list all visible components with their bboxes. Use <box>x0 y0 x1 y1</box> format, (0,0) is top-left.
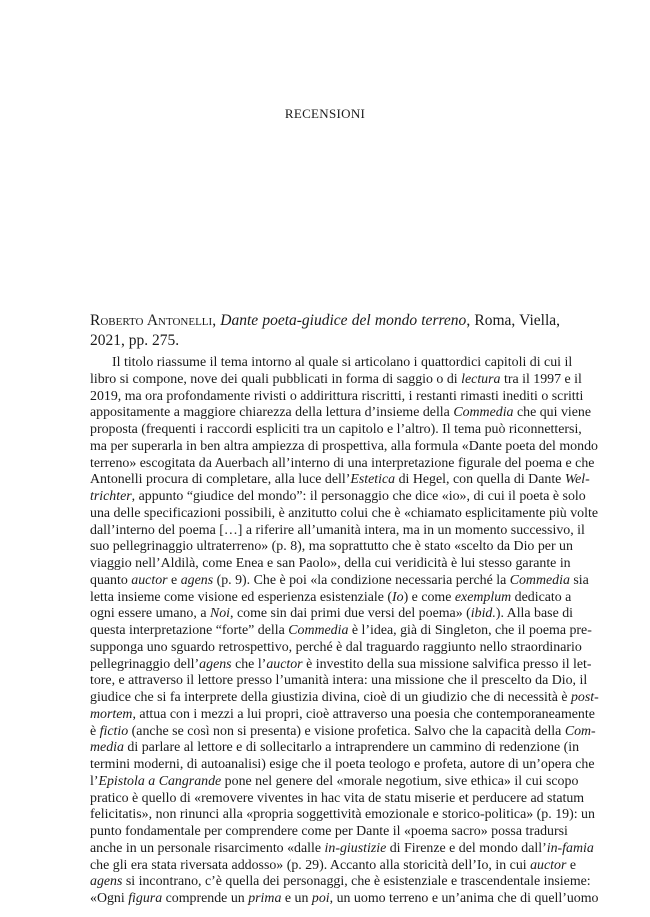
body-line <box>90 472 590 489</box>
body-line <box>90 623 592 640</box>
body-line <box>90 455 595 473</box>
body-line <box>90 690 599 707</box>
text-run: pellegrinaggio dell’ <box>90 656 200 672</box>
body-line <box>90 388 584 406</box>
text-run: di Hegel, con quella di Dante <box>395 472 565 488</box>
text-run: suo pellegrinaggio ultraterreno» (p. 8), ma soprattutto che è stato «scelto da Dio per un <box>90 539 573 555</box>
italic-text: agens <box>199 656 232 672</box>
body-line <box>90 891 599 908</box>
running-header: RECENSIONI <box>284 106 366 121</box>
text-run: è l’idea, già di Singleton, che il poema pre- <box>348 623 592 638</box>
text-run: ). Alla base di <box>495 606 574 622</box>
italic-text: Epistola a Cangrande <box>98 773 222 789</box>
body-line <box>90 790 585 808</box>
text-run: letta insieme come visione ed esperienza esistenziale ( <box>90 589 392 605</box>
text-run: e <box>566 857 577 873</box>
text-run: questa interpretazione “forte” della <box>90 623 289 638</box>
citation-separator: , <box>212 312 221 329</box>
text-run: terreno» escogitata da Auerbach all’interno di una interpretazione figurale del poema e che <box>90 455 595 471</box>
text-run: Antonelli procura di completare, alla luce dell’ <box>90 472 351 488</box>
text-run: , appunto “giudice del mondo”: il personaggio che dice «io», di cui il poeta è solo <box>131 489 586 504</box>
body-line <box>90 857 577 875</box>
body-line <box>90 355 573 372</box>
italic-text: auctor <box>266 656 303 672</box>
body-line <box>90 706 595 724</box>
body-line <box>90 757 595 774</box>
italic-text: auctor <box>131 572 168 588</box>
text-run: è investito della sua missione salvifica presso il let- <box>302 656 592 672</box>
review-body <box>90 355 599 908</box>
italic-text: Noi <box>209 606 231 622</box>
body-line <box>90 606 574 623</box>
text-run: supponga uno sguardo retrospettivo, perché è dal traguardo raggiunto nello straordinario <box>90 639 582 655</box>
text-run: ogni essere umano, a <box>90 606 210 622</box>
text-run: punto fondamentale per comprendere come per Dante il «poema sacro» possa tradursi <box>90 824 568 839</box>
text-run: proposta (frequenti i raccordi espliciti tra un capitolo e l’altro). Il tema può riconnettersi, <box>90 422 582 437</box>
text-run: «Ogni <box>90 891 129 906</box>
text-run: e <box>167 572 181 588</box>
italic-text: fictio <box>99 723 129 739</box>
body-line <box>90 874 591 891</box>
body-line <box>90 807 595 824</box>
citation-publication: , Roma, Viella, 2021, pp. 275. <box>90 312 561 349</box>
text-run: dall’interno del poema […] a riferire all’umanità intera, ma in un momento successivo, il <box>90 522 585 538</box>
text-run: che gli era stata riversata addosso» (p. 29). Accanto alla storicità dell’Io, in cui <box>90 857 531 873</box>
text-run: ) e come <box>403 589 455 605</box>
text-run: che l’ <box>231 656 267 672</box>
italic-text: Io <box>392 589 404 605</box>
text-run: dedicato a <box>511 589 572 605</box>
text-run: di Firenze e del mondo dall’ <box>386 840 547 856</box>
text-run: Il titolo riassume il tema intorno al quale si articolano i quattordici capitoli di cui il <box>112 355 573 370</box>
text-run: giudice che si fa interprete della giustizia divina, cioè di un giudizio che di necessità è <box>90 690 571 705</box>
text-run: libro si compone, nove dei quali pubblicati in forma di saggio o di <box>90 371 462 387</box>
body-line <box>90 740 580 757</box>
body-line <box>90 539 573 556</box>
text-run: e un <box>281 891 312 906</box>
text-run: tore, e attraverso il lettore presso l’umanità intera: una missione che il prescelto da Dio, il <box>90 673 588 689</box>
italic-text: agens <box>180 572 214 588</box>
text-run: tra il 1997 e il <box>500 371 582 387</box>
italic-text: media <box>90 740 124 756</box>
text-run: una delle specificazioni possibili, è anzitutto colui che è «chiamato esplicitamente più volte <box>90 505 598 521</box>
citation-book-title: Dante poeta-giudice del mondo terreno <box>220 312 467 329</box>
body-line <box>90 840 594 858</box>
text-run: pratico è quello di «removere viventes in hac vita de statu miserie et perducere ad statum <box>90 790 585 806</box>
body-line <box>90 673 588 690</box>
text-run: pone nel genere del «morale negotium, sive ethica» il cui scopo <box>221 773 579 789</box>
text-run: termini moderni, di autoanalisi) esige che il poeta teologo e profeta, autore di un’opera che <box>90 757 595 772</box>
italic-text: Commedia <box>288 623 349 638</box>
text-run: felicitatis», non rinunci alla «propria soggettività emozionale e storico-politica» (p. 19): un <box>90 807 595 823</box>
text-run: è <box>90 723 100 739</box>
text-run: anche in un personale risarcimento «dalle <box>90 840 325 856</box>
body-line <box>90 824 568 841</box>
italic-text: in-famia <box>546 840 594 856</box>
text-run: (p. 9). Che è poi «la condizione necessaria perché la <box>213 572 510 588</box>
text-run: quanto <box>90 572 132 588</box>
italic-text: prima <box>248 891 282 906</box>
text-run: l’ <box>90 773 99 789</box>
italic-text: figura <box>128 891 163 906</box>
body-line <box>90 522 585 540</box>
italic-text: exemplum <box>454 589 512 605</box>
italic-text: auctor <box>530 857 567 873</box>
italic-text: post- <box>570 690 599 705</box>
text-run: , come sin dai primi due versi del poema» ( <box>230 606 471 622</box>
text-run: che qui viene <box>513 405 592 421</box>
italic-text: Wel- <box>564 472 590 488</box>
body-line <box>90 505 598 523</box>
body-line <box>90 639 582 657</box>
italic-text: in-giustizie <box>324 840 387 856</box>
text-run: 2019, ma ora profondamente rivisti o addirittura riscritti, i restanti rimasti inediti o scritti <box>90 388 584 404</box>
body-line <box>90 589 572 607</box>
italic-text: trichter <box>90 489 132 504</box>
text-run: di parlare al lettore e di sollecitarlo a intraprendere un cammino di redenzione (in <box>123 740 580 756</box>
italic-text: poi <box>311 891 330 906</box>
body-line <box>90 405 592 422</box>
text-run: (anche se così non si presenta) e visione profetica. Salvo che la capacità della <box>128 723 565 739</box>
body-line <box>90 723 596 741</box>
text-run: ma per superarla in ben altra ampiezza di prospettiva, alla formula «Dante poeta del mondo <box>90 438 598 454</box>
body-line <box>90 572 589 590</box>
text-run: appositamente a maggiore chiarezza della lettura d’insieme della <box>90 405 454 421</box>
text-run: , attua con i mezzi a lui propri, cioè attraverso una poesia che contemporaneamente <box>132 706 595 722</box>
italic-text: Commedia <box>509 572 570 588</box>
text-run: comprende un <box>162 891 249 906</box>
italic-text: lectura <box>461 371 501 387</box>
body-line <box>90 773 579 791</box>
italic-text: Com- <box>564 723 596 739</box>
italic-text: ibid. <box>470 606 496 622</box>
body-line <box>90 422 582 439</box>
body-line <box>90 371 582 389</box>
body-line <box>90 489 586 506</box>
text-run: sia <box>569 572 589 588</box>
text-run: , un uomo terreno e un’anima che di quell’uomo <box>329 891 599 906</box>
body-line <box>90 438 598 456</box>
body-line <box>90 656 592 674</box>
italic-text: mortem <box>90 706 133 722</box>
citation-author: Roberto Antonelli <box>90 312 213 329</box>
review-citation <box>90 311 560 351</box>
text-run: si incontrano, c’è quella dei personaggi, che è esistenziale e trascendentale insieme: <box>122 874 591 890</box>
italic-text: agens <box>90 874 123 890</box>
italic-text: Commedia <box>453 405 514 421</box>
body-line <box>90 556 571 573</box>
text-run: viaggio nell’Aldilà, come Enea e san Paolo», della cui veridicità è lui stesso garante in <box>90 556 571 571</box>
italic-text: Estetica <box>350 472 396 488</box>
